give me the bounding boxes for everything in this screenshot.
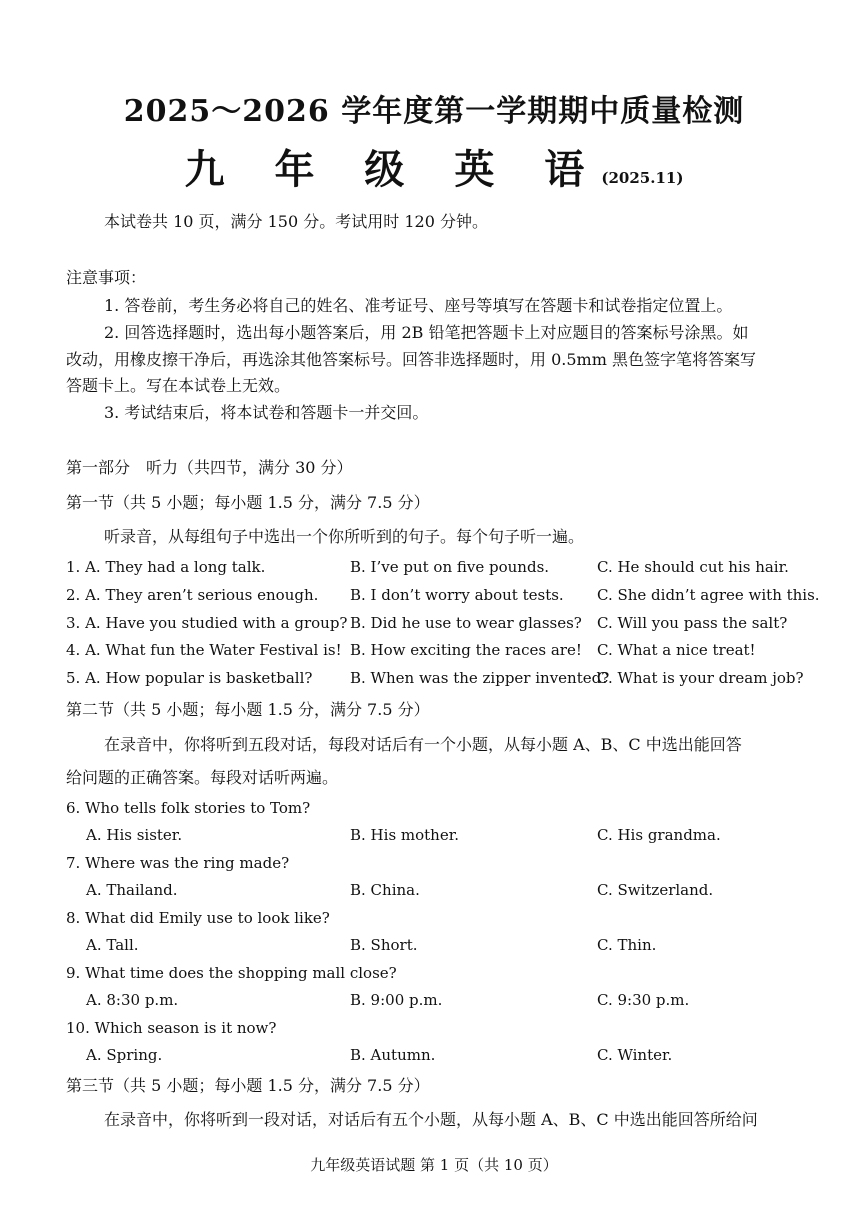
notes-item-1: 1. 答卷前，考生务必将自己的姓名、准考证号、座号等填写在答题卡和试卷指定位置上。 bbox=[104, 296, 733, 315]
intro-text: 本试卷共 10 页，满分 150 分。考试用时 120 分钟。 bbox=[104, 212, 488, 231]
q6-option-c: C. His grandma. bbox=[597, 826, 721, 844]
section3-instruction: 在录音中，你将听到一段对话，对话后有五个小题，从每小题 A、B、C 中选出能回答所给问 bbox=[104, 1110, 758, 1129]
q1-option-c: C. He should cut his hair. bbox=[597, 558, 789, 576]
q8-option-a: A. Tall. bbox=[86, 936, 139, 954]
section3-heading: 第三节（共 5 小题；每小题 1.5 分，满分 7.5 分） bbox=[66, 1076, 430, 1095]
q7-option-c: C. Switzerland. bbox=[597, 881, 714, 899]
q9-option-b: B. 9:00 p.m. bbox=[350, 991, 443, 1009]
q2-option-c: C. She didn’t agree with this. bbox=[597, 586, 820, 604]
q10-option-b: B. Autumn. bbox=[350, 1046, 436, 1064]
section2-instruction-cont: 给问题的正确答案。每段对话听两遍。 bbox=[66, 768, 339, 787]
q1-option-b: B. I’ve put on five pounds. bbox=[350, 558, 550, 576]
section1-instruction: 听录音，从每组句子中选出一个你所听到的句子。每个句子听一遍。 bbox=[104, 527, 585, 546]
notes-item-3: 3. 考试结束后，将本试卷和答题卡一并交回。 bbox=[104, 403, 429, 422]
q8-option-c: C. Thin. bbox=[597, 936, 657, 954]
section2-heading: 第二节（共 5 小题；每小题 1.5 分，满分 7.5 分） bbox=[66, 700, 430, 719]
q3-option-c: C. Will you pass the salt? bbox=[597, 614, 788, 632]
q8-option-b: B. Short. bbox=[350, 936, 418, 954]
q10-option-c: C. Winter. bbox=[597, 1046, 673, 1064]
q4-option-a: 4. A. What fun the Water Festival is! bbox=[66, 641, 342, 659]
q6-stem: 6. Who tells folk stories to Tom? bbox=[66, 799, 311, 817]
q1-option-a: 1. A. They had a long talk. bbox=[66, 558, 266, 576]
q4-option-c: C. What a nice treat! bbox=[597, 641, 756, 659]
notes-item-2-cont: 改动，用橡皮擦干净后，再选涂其他答案标号。回答非选择题时，用 0.5mm 黑色签字笔将答案写 bbox=[66, 350, 756, 369]
page-footer: 九年级英语试题 第 1 页（共 10 页） bbox=[310, 1156, 558, 1174]
q9-option-a: A. 8:30 p.m. bbox=[86, 991, 179, 1009]
q3-option-a: 3. A. Have you studied with a group? bbox=[66, 614, 348, 632]
exam-date: (2025.11) bbox=[601, 169, 684, 187]
q9-option-c: C. 9:30 p.m. bbox=[597, 991, 690, 1009]
q3-option-b: B. Did he use to wear glasses? bbox=[350, 614, 582, 632]
q4-option-b: B. How exciting the races are! bbox=[350, 641, 582, 659]
q5-option-b: B. When was the zipper invented? bbox=[350, 669, 610, 687]
q10-option-a: A. Spring. bbox=[86, 1046, 163, 1064]
q5-option-c: C. What is your dream job? bbox=[597, 669, 804, 687]
q7-option-b: B. China. bbox=[350, 881, 420, 899]
q10-stem: 10. Which season is it now? bbox=[66, 1019, 277, 1037]
notes-item-2-end: 答题卡上。写在本试卷上无效。 bbox=[66, 376, 291, 395]
section1-heading: 第一节（共 5 小题；每小题 1.5 分，满分 7.5 分） bbox=[66, 493, 430, 512]
q6-option-b: B. His mother. bbox=[350, 826, 460, 844]
notes-item-2: 2. 回答选择题时，选出每小题答案后，用 2B 铅笔把答题卡上对应题目的答案标号涂黑。如 bbox=[104, 323, 749, 342]
q2-option-a: 2. A. They aren’t serious enough. bbox=[66, 586, 319, 604]
q8-stem: 8. What did Emily use to look like? bbox=[66, 909, 330, 927]
subject-title bbox=[0, 138, 868, 195]
q5-option-a: 5. A. How popular is basketball? bbox=[66, 669, 313, 687]
part1-heading: 第一部分 听力（共四节，满分 30 分） bbox=[66, 458, 353, 477]
section2-instruction: 在录音中，你将听到五段对话，每段对话后有一个小题，从每小题 A、B、C 中选出能回答 bbox=[104, 735, 742, 754]
q7-option-a: A. Thailand. bbox=[86, 881, 178, 899]
q6-option-a: A. His sister. bbox=[86, 826, 183, 844]
exam-title: 2025～2026 学年度第一学期期中质量检测 bbox=[123, 94, 745, 129]
notes-heading: 注意事项： bbox=[66, 268, 147, 287]
q7-stem: 7. Where was the ring made? bbox=[66, 854, 290, 872]
q2-option-b: B. I don’t worry about tests. bbox=[350, 586, 564, 604]
q9-stem: 9. What time does the shopping mall close? bbox=[66, 964, 397, 982]
subject-name: 九 年 级 英 语 bbox=[184, 146, 603, 193]
